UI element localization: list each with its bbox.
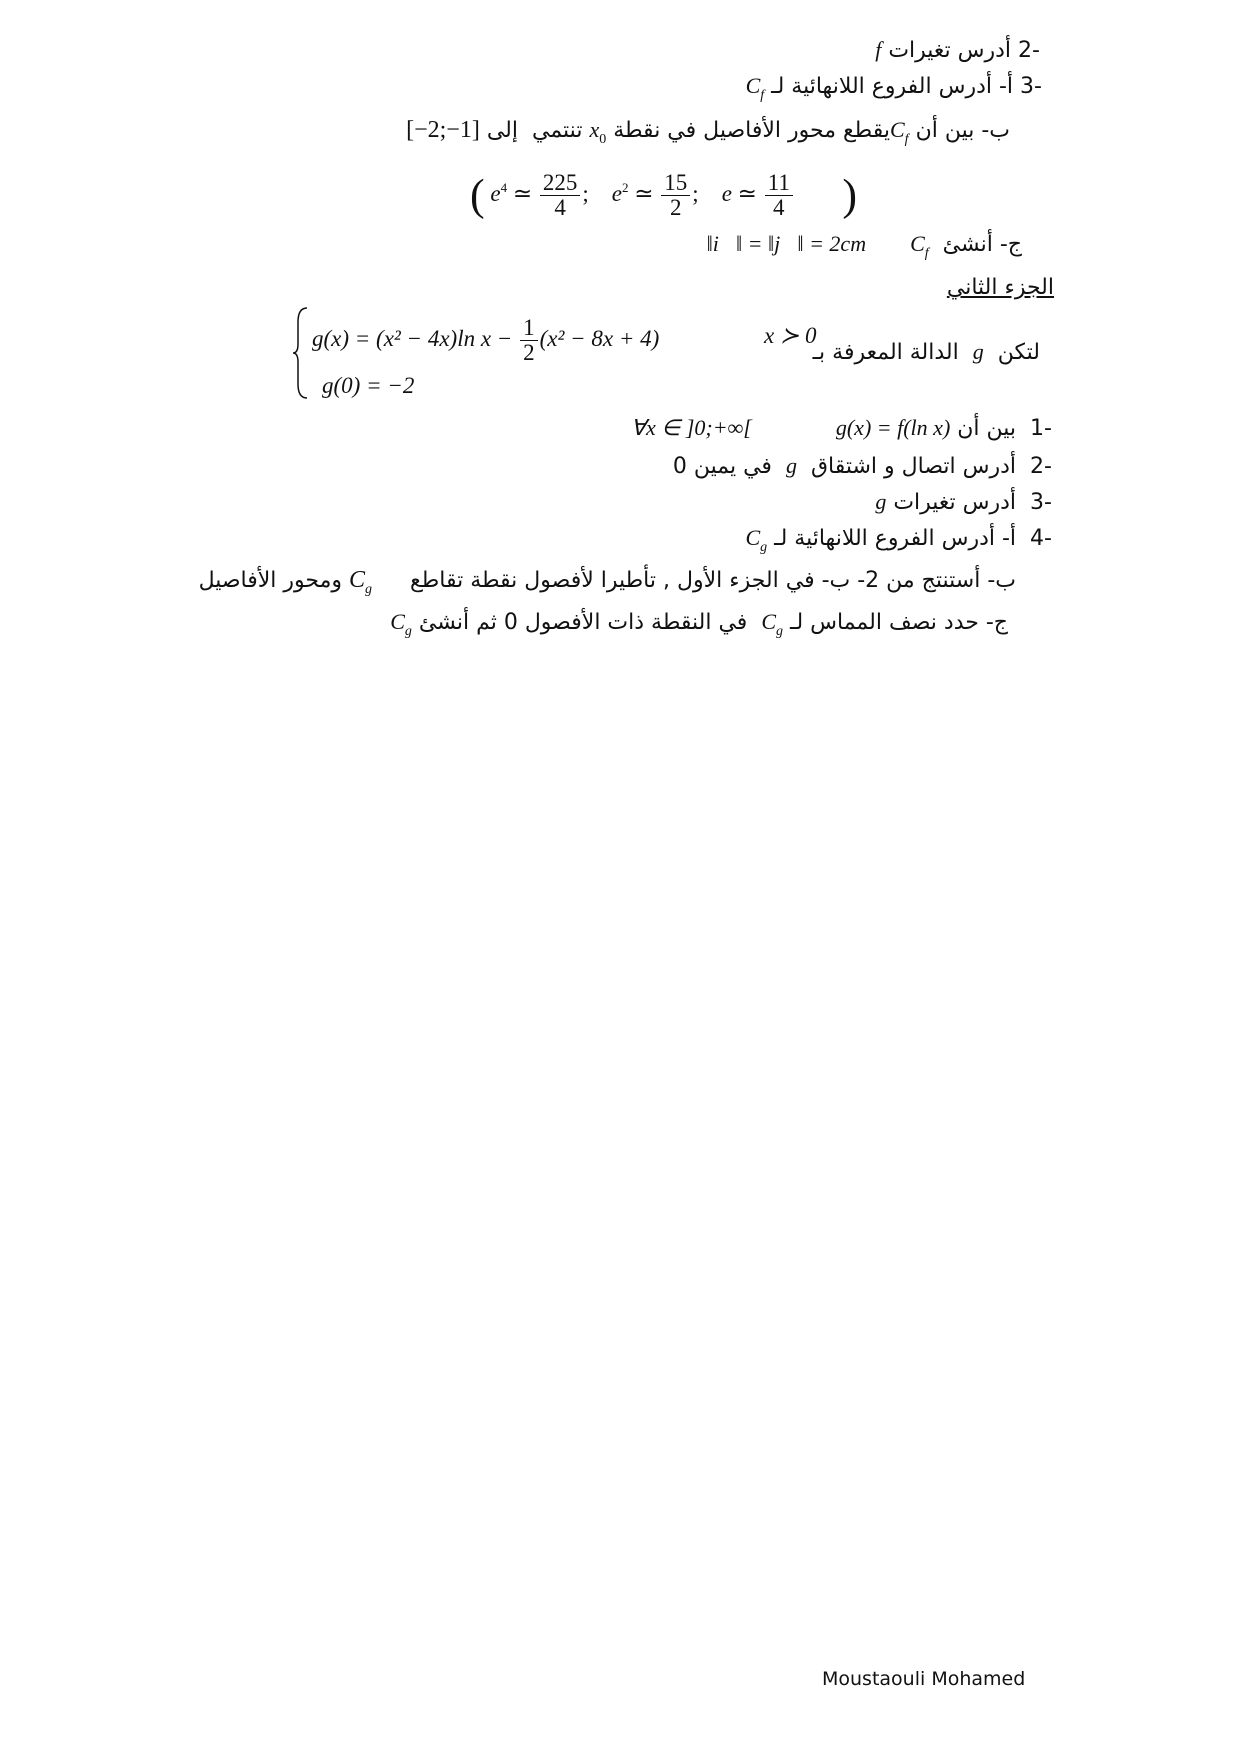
p2-q2-number: -2 [1030,454,1052,479]
p2-q4a-line [745,524,1052,562]
q3c-label: ج- [999,232,1022,257]
q3c-line [707,230,1022,268]
p2-q4a-number: -4 [1030,526,1052,551]
p2-q3-line [875,488,1052,517]
def-g-expr-end: (x² − 8x + 4) [539,325,660,351]
q3b-x0-sub: 0 [599,132,607,147]
p2-q1-domain: ∀x ∈ ]0;+∞[ [630,415,752,440]
q2-number: -2 [1018,38,1040,63]
p2-q3-number: -3 [1030,490,1052,515]
def-line-1 [312,316,659,365]
q3b-t4: إلى [486,118,518,143]
approx-open-paren: ( [470,170,485,220]
approx-close-paren: ) [842,170,857,220]
def-line-2: g(0) = −2 [322,373,415,398]
intro-text: لتكن [997,340,1040,365]
sep-1: ; [582,181,589,206]
e4-den: 4 [554,195,566,221]
p2-q1-number: -1 [1030,416,1052,441]
p2-q2-line [673,452,1052,481]
e1-num: 11 [765,171,793,196]
p2-q1-line [631,414,1052,443]
p2-q4c-text2: في النقطة ذات الأفصول 0 ثم أنشئ [418,610,748,635]
p2-q4c-curve-end-sub: g [404,624,412,639]
p2-q4c-curve-sub: g [776,624,783,639]
q3b-t1: بين أن [915,118,975,143]
p2-q4a-label: أ- [1001,526,1017,551]
q3a-number: -3 [1020,74,1042,99]
q2-text: أدرس تغيرات [888,38,1012,63]
approx-sign-3: ≃ [737,181,757,206]
e1-base: e [721,181,732,206]
p2-q4c-curve: C [761,609,776,634]
intro-var: g [972,339,984,364]
def-frac-den: 2 [523,340,535,365]
e2-exp: 2 [622,180,629,195]
approx-sign-1: ≃ [512,181,533,206]
p2-q4b-curve: C [349,567,366,593]
e4-base: e [490,181,501,206]
p2-q4b-text2: ومحور الأفاصيل [198,568,343,593]
p2-q2-text: أدرس اتصال و اشتقاق [810,454,1017,479]
e4-num: 225 [540,171,581,196]
q3c-curve: C [910,231,925,256]
definition-brace [292,306,312,400]
q3b-curve: C [889,117,905,142]
p2-q4a-curve-sub: g [760,540,768,555]
e1-den: 4 [773,195,785,221]
e2-num: 15 [661,171,690,196]
q3a-label: أ- [998,74,1014,99]
sep-2: ; [692,181,699,206]
approx-sign-2: ≃ [634,181,654,206]
q3b-interval: [−2;−1] [406,117,480,143]
footer-author: Moustaouli Mohamed [822,1668,1026,1690]
approx-line [470,158,857,222]
q3a-line [746,72,1042,110]
p2-q4c-curve-end: C [390,609,405,634]
q3b-label: ب- [981,118,1010,143]
def-frac-num: 1 [520,316,538,341]
p2-q1-formula: g(x) = f(ln x) [835,415,951,440]
p2-q4c-label: ج- [985,610,1008,635]
p2-q4a-curve: C [745,525,761,550]
q3c-norm: ‖i⃗‖ = ‖j⃗‖ = 2cm [706,231,867,256]
q3b-t3: تنتمي [531,118,583,143]
p2-q4c-line [390,608,1008,646]
p2-q4b-line [199,566,1016,604]
q3b-line [406,116,1010,154]
q3c-curve-sub: f [924,246,929,261]
p2-q2-text2: في يمين 0 [672,454,772,479]
p2-q3-var: g [875,489,887,514]
q3c-text: أنشئ [942,232,993,257]
q3a-text: أدرس الفروع اللانهائية لـ [771,74,992,99]
q3b-curve-sub: f [904,132,909,147]
p2-q4b-curve-sub: g [365,582,373,597]
p2-q2-var: g [785,453,797,478]
p2-q4c-text: حدد نصف المماس لـ [790,610,979,635]
e2-den: 2 [670,195,682,221]
part2-title: الجزء الثاني [946,275,1054,300]
p2-q4b-text: أستنتج من 2- ب- في الجزء الأول , تأطيرا لأفصول نقطة تقاطع [410,568,981,593]
intro-line [813,338,1040,367]
e4-exp: 4 [500,180,508,195]
q3b-x0: x [589,117,600,142]
p2-q4a-text: أدرس الفروع اللانهائية لـ [774,526,995,551]
p2-q1-text: بين أن [957,416,1017,441]
q2-line [875,36,1040,65]
def-condition: x ≻ 0 [764,323,817,348]
q2-var: f [875,37,882,62]
p2-q3-text: أدرس تغيرات [893,490,1017,515]
intro-rest: الدالة المعرفة بـ [812,340,959,365]
q3a-curve-sub: f [760,88,765,103]
q3b-t2: يقطع محور الأفاصيل في نقطة [613,118,890,143]
p2-q4b-label: ب- [987,568,1016,593]
q3a-curve: C [745,73,761,98]
e2-base: e [611,181,623,206]
def-g-expr: g(x) = (x² − 4x)ln x − [312,325,519,351]
